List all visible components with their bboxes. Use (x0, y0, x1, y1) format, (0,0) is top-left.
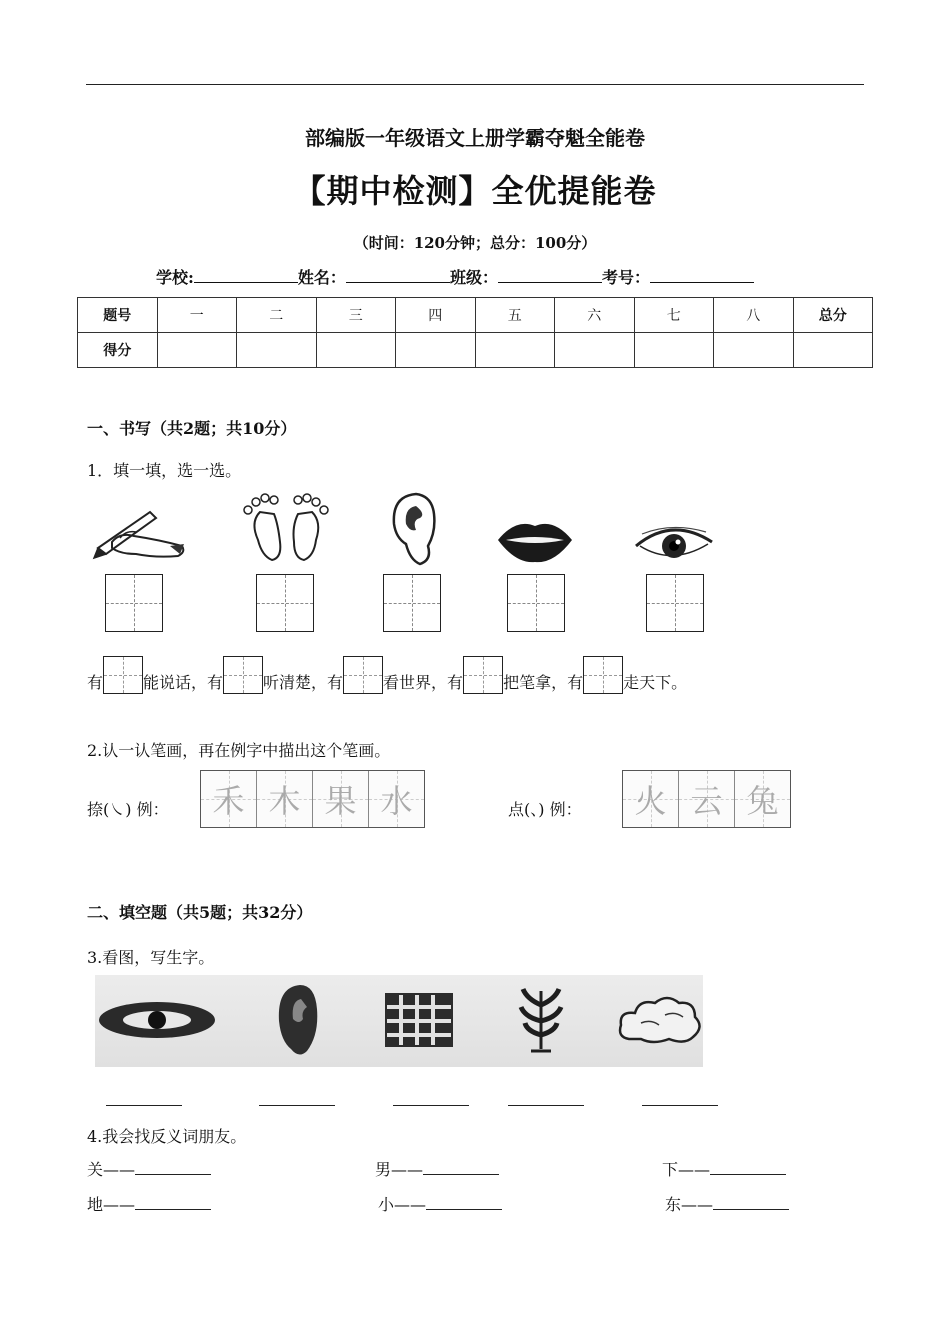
ear-icon (279, 985, 317, 1055)
fill-sentence (87, 656, 687, 694)
hand-writing-icon (90, 502, 190, 566)
paper-subtitle: 部编版一年级语文上册学霸夺魁全能卷 (305, 126, 645, 150)
na-example-chars (200, 770, 425, 828)
dian-stroke-label: 点(、) 例： (508, 800, 582, 819)
eye-icon (632, 520, 716, 566)
antonym-blank[interactable] (423, 1160, 499, 1175)
school-blank[interactable] (194, 268, 298, 283)
q3-picture-strip (95, 975, 703, 1067)
score-cell[interactable] (157, 333, 237, 368)
antonym-item: 关—— (87, 1157, 211, 1180)
writing-box-2[interactable] (256, 574, 314, 632)
question-1-text: 1．填一填，选一选。 (87, 461, 242, 480)
example-char[interactable]: 水 (369, 771, 424, 827)
na-stroke-label: 捺(㇏) 例： (87, 800, 169, 819)
time-info: （时间：120分钟；总分：100分） (353, 234, 597, 252)
class-label: 班级： (449, 268, 498, 287)
antonym-item: 男—— (375, 1157, 499, 1180)
sentence-box[interactable] (583, 656, 623, 694)
score-table-score-row (78, 333, 873, 368)
question-2-text: 2.认一认笔画，再在例字中描出这个笔画。 (87, 741, 391, 760)
score-header-cell: 六 (555, 298, 635, 333)
writing-box-4[interactable] (507, 574, 565, 632)
eye-icon (99, 1002, 215, 1038)
sentence-part: 能说话，有 (143, 673, 224, 692)
writing-box-5[interactable] (646, 574, 704, 632)
antonym-blank[interactable] (710, 1160, 786, 1175)
question-4-text: 4.我会找反义词朋友。 (87, 1127, 247, 1146)
example-char[interactable]: 火 (623, 771, 679, 827)
score-header-cell: 总分 (793, 298, 873, 333)
antonym-item: 东—— (665, 1192, 789, 1215)
score-header-cell: 七 (634, 298, 714, 333)
writing-box-1[interactable] (105, 574, 163, 632)
score-cell[interactable] (555, 333, 635, 368)
sentence-part: 把笔拿，有 (503, 673, 584, 692)
antonym-blank[interactable] (426, 1195, 502, 1210)
answer-blank[interactable] (106, 1105, 182, 1106)
answer-blank[interactable] (642, 1105, 718, 1106)
section-2-heading: 二、填空题（共5题；共32分） (87, 903, 313, 922)
score-cell[interactable] (237, 333, 317, 368)
q3-pictures (95, 975, 703, 1067)
example-char[interactable]: 兔 (735, 771, 790, 827)
score-cell[interactable] (634, 333, 714, 368)
exam-number-blank[interactable] (650, 268, 754, 283)
score-table-header-row (78, 298, 873, 333)
feet-icon (240, 492, 332, 566)
score-header-cell: 题号 (78, 298, 158, 333)
score-cell[interactable] (316, 333, 396, 368)
top-rule (86, 84, 864, 85)
answer-blank[interactable] (508, 1105, 584, 1106)
antonym-blank[interactable] (713, 1195, 789, 1210)
student-info-line (156, 265, 754, 288)
sentence-part: 走天下。 (623, 673, 688, 692)
section-1-heading: 一、书写（共2题；共10分） (87, 419, 297, 438)
score-row-label: 得分 (78, 333, 158, 368)
field-icon (385, 993, 453, 1047)
score-cell[interactable] (793, 333, 873, 368)
cloud-icon (620, 998, 700, 1042)
answer-blank[interactable] (259, 1105, 335, 1106)
name-label: 姓名： (297, 268, 346, 287)
grain-icon (521, 989, 561, 1051)
exam-number-label: 考号： (601, 268, 650, 287)
example-char[interactable]: 云 (679, 771, 735, 827)
score-header-cell: 二 (237, 298, 317, 333)
antonym-blank[interactable] (135, 1195, 211, 1210)
antonym-item: 下—— (662, 1157, 786, 1180)
writing-box-3[interactable] (383, 574, 441, 632)
school-label: 学校: (156, 268, 194, 287)
score-header-cell: 四 (396, 298, 476, 333)
antonym-item: 地—— (87, 1192, 211, 1215)
mouth-icon (496, 516, 574, 566)
example-char[interactable]: 禾 (201, 771, 257, 827)
name-blank[interactable] (346, 268, 450, 283)
paper-title: 【期中检测】全优提能卷 (293, 172, 657, 210)
sentence-part: 听清楚，有 (263, 673, 344, 692)
score-header-cell: 八 (714, 298, 794, 333)
sentence-box[interactable] (463, 656, 503, 694)
sentence-box[interactable] (223, 656, 263, 694)
score-header-cell: 一 (157, 298, 237, 333)
example-char[interactable]: 果 (313, 771, 369, 827)
ear-icon (386, 490, 440, 568)
score-table (77, 297, 873, 368)
score-header-cell: 三 (316, 298, 396, 333)
sentence-box[interactable] (103, 656, 143, 694)
example-char[interactable]: 木 (257, 771, 313, 827)
sentence-part: 有 (87, 673, 104, 692)
antonym-blank[interactable] (135, 1160, 211, 1175)
sentence-part: 看世界，有 (383, 673, 464, 692)
class-blank[interactable] (498, 268, 602, 283)
question-3-text: 3.看图，写生字。 (87, 948, 215, 967)
score-header-cell: 五 (475, 298, 555, 333)
antonym-item: 小—— (378, 1192, 502, 1215)
answer-blank[interactable] (393, 1105, 469, 1106)
dian-example-chars (622, 770, 791, 828)
score-cell[interactable] (475, 333, 555, 368)
sentence-box[interactable] (343, 656, 383, 694)
score-cell[interactable] (396, 333, 476, 368)
score-cell[interactable] (714, 333, 794, 368)
